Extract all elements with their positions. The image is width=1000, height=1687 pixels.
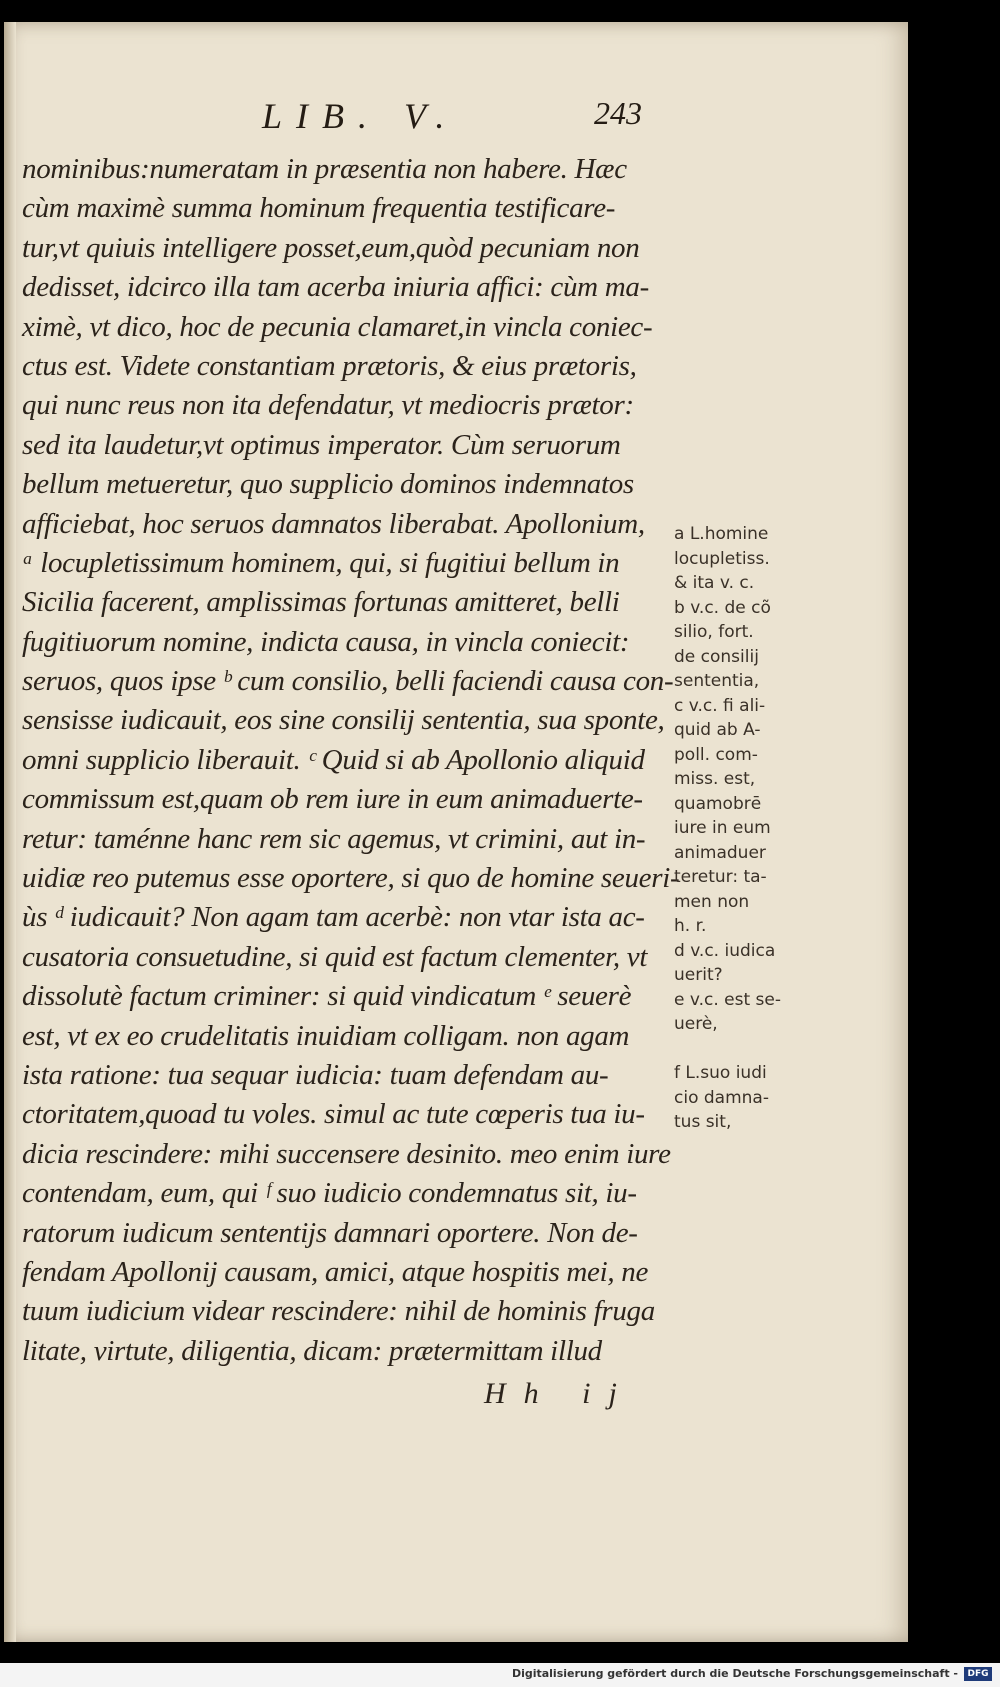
text-line: commissum est,quam ob rem iure in eum animaduerte-: [22, 783, 643, 816]
main-text-block: [22, 150, 680, 1371]
marginal-note-line: h. r.: [674, 916, 707, 936]
text-line: fugitiuorum nomine, indicta causa, in vincla coniecit:: [22, 625, 630, 658]
text-line: cusatoria consuetudine, si quid est factum clementer, vt: [22, 940, 648, 973]
text-line: dedisset, idcirco illa tam acerba iniuria affici: cùm ma-: [22, 271, 649, 304]
text-line: sensisse iudicauit, eos sine consilij sententia, sua sponte,: [22, 704, 665, 737]
marginal-note-line: locupletiss.: [674, 548, 770, 569]
marginal-note-line: poll. com-: [674, 744, 758, 765]
text-line: contendam, eum, qui ᶠ suo iudicio condemnatus sit, iu-: [22, 1177, 637, 1210]
marginal-note-line: a L.homine: [674, 524, 769, 544]
marginal-note-line: uerit?: [674, 965, 723, 985]
text-line: litate, virtute, diligentia, dicam: prætermittam illud: [22, 1334, 602, 1367]
marginal-notes: [674, 522, 819, 1135]
text-line: uidiæ reo putemus esse oportere, si quo de homine seueri-: [22, 862, 680, 895]
text-line: ximè, vt dico, hoc de pecunia clamaret,in vincla coniec-: [22, 310, 653, 343]
text-line: est, vt ex eo crudelitatis inuidiam colligam. non agam: [22, 1019, 630, 1052]
marginal-note-line: d v.c. iudica: [674, 940, 776, 961]
text-line: retur: taménne hanc rem sic agemus, vt crimini, aut in-: [22, 822, 646, 855]
running-head: [262, 95, 642, 145]
marginal-note-line: uerè,: [674, 1014, 718, 1034]
marginal-note-line: cio damna-: [674, 1087, 769, 1108]
footer-credit: Digitalisierung gefördert durch die Deutsche Forschungsgemeinschaft -: [511, 1667, 958, 1680]
text-line: afficiebat, hoc seruos damnatos liberabat. Apollonium,: [22, 507, 645, 540]
marginal-note-line: quid ab A-: [674, 720, 761, 740]
text-line: tuum iudicium videar rescindere: nihil de hominis fruga: [22, 1295, 655, 1328]
text-line: ratorum iudicum sententijs damnari oportere. Non de-: [22, 1216, 638, 1249]
marginal-note-line: tus sit,: [674, 1112, 732, 1132]
digitization-footer: [0, 1663, 1000, 1687]
text-line: ᵃ locupletissimum hominem, qui, si fugitiui bellum in: [22, 546, 620, 579]
marginal-note-line: e v.c. est se-: [674, 989, 781, 1010]
book-page: [4, 22, 908, 1642]
marginal-note-line: [674, 1037, 819, 1062]
marginal-note-line: & ita v. c.: [674, 573, 755, 593]
text-line: seruos, quos ipse ᵇ cum consilio, belli faciendi causa con-: [22, 665, 674, 698]
signature-mark: Hh ij: [484, 1377, 635, 1410]
marginal-note-line: teretur: ta-: [674, 867, 767, 887]
text-line: tur,vt quiuis intelligere posset,eum,quòd pecuniam non: [22, 231, 640, 264]
page-gutter-shadow: [4, 22, 16, 1642]
marginal-note-line: animaduer: [674, 842, 766, 863]
text-line: sed ita laudetur,vt optimus imperator. Cùm seruorum: [22, 428, 621, 461]
marginal-note-line: c v.c. fi ali-: [674, 695, 766, 716]
text-line: bellum metueretur, quo supplicio dominos indemnatos: [22, 468, 634, 501]
text-line: nominibus:numeratam in præsentia non habere. Hæc: [22, 153, 627, 185]
page-number: 243: [594, 95, 642, 131]
marginal-note-line: men non: [674, 891, 750, 912]
dfg-logo: DFG: [964, 1667, 992, 1681]
marginal-note-line: de consilij: [674, 646, 759, 667]
text-line: Sicilia facerent, amplissimas fortunas amitteret, belli: [22, 586, 620, 619]
text-line: qui nunc reus non ita defendatur, vt mediocris prætor:: [22, 389, 634, 422]
text-line: cùm maximè summa hominum frequentia testificare-: [22, 192, 616, 225]
text-line: ùs ᵈ iudicauit? Non agam tam acerbè: non vtar ista ac-: [22, 901, 645, 934]
marginal-note-line: f L.suo iudi: [674, 1063, 767, 1083]
text-line: ctoritatem,quoad tu voles. simul ac tute cœperis tua iu-: [22, 1098, 645, 1131]
text-line: omni supplicio liberauit. ᶜ Quid si ab Apollonio aliquid: [22, 743, 645, 776]
text-line: ista ratione: tua sequar iudicia: tuam defendam au-: [22, 1058, 609, 1091]
marginal-note-line: silio, fort.: [674, 622, 754, 642]
marginal-note-line: miss. est,: [674, 769, 756, 789]
marginal-note-line: quamobrē: [674, 793, 762, 814]
running-head-book: LIB. V.: [262, 96, 459, 136]
text-line: ctus est. Videte constantiam prætoris, & eius prætoris,: [22, 349, 637, 382]
text-line: dissolutè factum criminer: si quid vindicatum ᵉ seuerè: [22, 980, 632, 1013]
marginal-note-line: b v.c. de cõ: [674, 597, 771, 618]
text-line: fendam Apollonij causam, amici, atque hospitis mei, ne: [22, 1255, 649, 1288]
marginal-note-line: sententia,: [674, 671, 760, 691]
text-line: dicia rescindere: mihi succensere desinito. meo enim iure: [22, 1137, 671, 1170]
marginal-note-line: iure in eum: [674, 818, 771, 838]
